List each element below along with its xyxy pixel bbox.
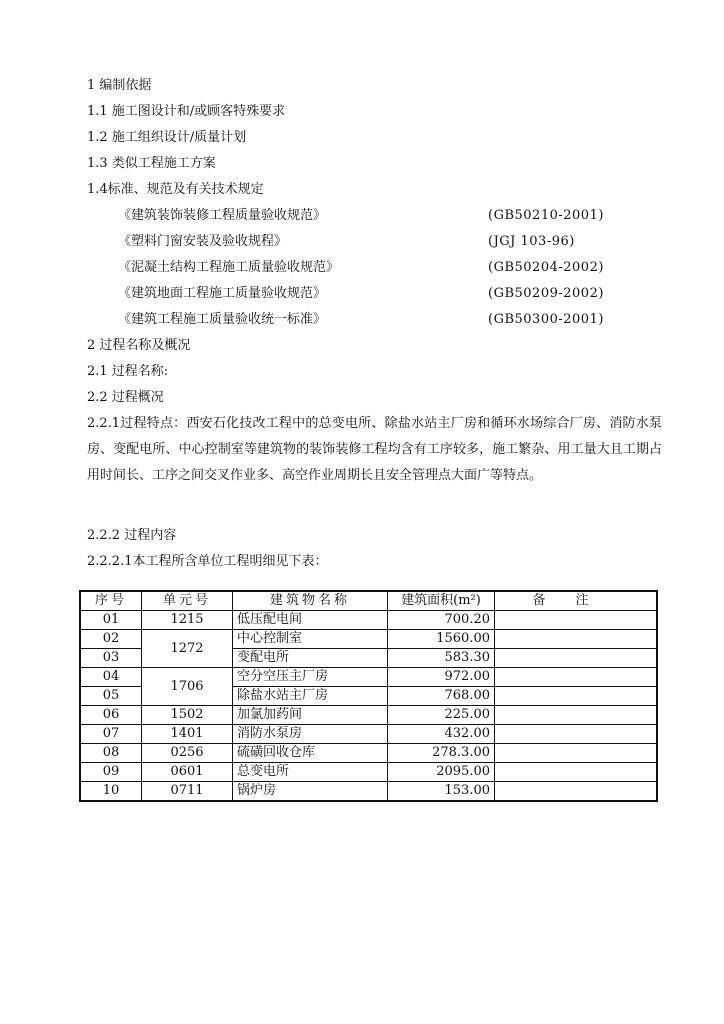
header-no: 序号 xyxy=(80,591,142,611)
table-row xyxy=(80,611,657,630)
cell-no: 07 xyxy=(80,725,142,744)
cell-no: 05 xyxy=(80,687,142,706)
cell-note xyxy=(495,725,658,744)
reference-title: 《塑料门窗安装及验收规程》 xyxy=(118,234,288,249)
table-row xyxy=(80,630,657,649)
cell-note xyxy=(495,744,658,763)
reference-code: (GB50300-2001) xyxy=(488,312,604,327)
cell-unit: 0601 xyxy=(142,763,233,782)
cell-name: 硫磺回收仓库 xyxy=(233,744,388,763)
heading-1-4: 1.4标准、规范及有关技术规定 xyxy=(87,182,264,197)
cell-name: 锅炉房 xyxy=(233,782,388,802)
reference-title: 《泥凝土结构工程施工质量验收规范》 xyxy=(118,260,340,275)
reference-title: 《建筑地面工程施工质量验收规范》 xyxy=(118,286,327,301)
header-area: 建筑面积(m²) xyxy=(388,591,495,611)
table-row xyxy=(80,744,657,763)
cell-name: 变配电所 xyxy=(233,649,388,668)
cell-note xyxy=(495,706,658,725)
cell-area: 278.3.00 xyxy=(388,744,495,763)
cell-unit: 1215 xyxy=(142,611,233,630)
cell-name: 总变电所 xyxy=(233,763,388,782)
cell-no: 01 xyxy=(80,611,142,630)
cell-area: 583.30 xyxy=(388,649,495,668)
paragraph-process-features: 2.2.1过程特点：西安石化技改工程中的总变电所、除盐水站主厂房和循环水场综合厂房、消防水泵房、变配电所、中心控制室等建筑物的装饰装修工程均含有工序较多，施工繁杂、用工量大且工期占用时间长、工序之间交叉作业多、高空作业周期长且安全管理点大面广等特点。 xyxy=(87,416,662,483)
cell-note xyxy=(495,611,658,630)
cell-area: 768.00 xyxy=(388,687,495,706)
cell-no: 08 xyxy=(80,744,142,763)
cell-no: 06 xyxy=(80,706,142,725)
reference-code: (GB50204-2002) xyxy=(488,260,604,275)
reference-code: (GB50210-2001) xyxy=(488,208,604,223)
reference-code: (JGJ 103-96) xyxy=(488,234,575,249)
cell-unit: 0711 xyxy=(142,782,233,802)
table-row xyxy=(80,725,657,744)
cell-note xyxy=(495,782,658,802)
cell-area: 700.20 xyxy=(388,611,495,630)
header-name: 建筑物名称 xyxy=(233,591,388,611)
cell-area: 153.00 xyxy=(388,782,495,802)
reference-code: (GB50209-2002) xyxy=(488,286,604,301)
cell-name: 消防水泵房 xyxy=(233,725,388,744)
heading-2-2: 2.2 过程概况 xyxy=(87,390,164,405)
heading-1: 1 编制依据 xyxy=(87,78,152,93)
table-row xyxy=(80,706,657,725)
reference-title: 《建筑工程施工质量验收统一标准》 xyxy=(118,312,327,327)
cell-unit: 1401 xyxy=(142,725,233,744)
cell-no: 02 xyxy=(80,630,142,649)
cell-note xyxy=(495,687,658,706)
cell-name: 低压配电间 xyxy=(233,611,388,630)
heading-2-2-2-1: 2.2.2.1本工程所含单位工程明细见下表： xyxy=(87,554,328,569)
cell-no: 09 xyxy=(80,763,142,782)
reference-title: 《建筑装饰装修工程质量验收规范》 xyxy=(118,208,327,223)
cell-area: 225.00 xyxy=(388,706,495,725)
cell-note xyxy=(495,668,658,687)
header-unit: 单元号 xyxy=(142,591,233,611)
table-header-row xyxy=(80,591,657,611)
table-row xyxy=(80,782,657,802)
cell-note xyxy=(495,763,658,782)
cell-no: 04 xyxy=(80,668,142,687)
heading-2-1: 2.1 过程名称: xyxy=(87,364,169,379)
header-note: 备注 xyxy=(495,591,658,611)
unit-project-table xyxy=(79,590,658,802)
cell-unit: 0256 xyxy=(142,744,233,763)
heading-1-2: 1.2 施工组织设计/质量计划 xyxy=(87,130,247,145)
cell-no: 03 xyxy=(80,649,142,668)
table-row xyxy=(80,668,657,687)
cell-area: 432.00 xyxy=(388,725,495,744)
heading-1-3: 1.3 类似工程施工方案 xyxy=(87,156,216,171)
table-row xyxy=(80,763,657,782)
cell-unit: 1706 xyxy=(142,668,233,706)
cell-name: 除盐水站主厂房 xyxy=(233,687,388,706)
cell-note xyxy=(495,630,658,649)
cell-name: 加氯加药间 xyxy=(233,706,388,725)
cell-no: 10 xyxy=(80,782,142,802)
cell-name: 中心控制室 xyxy=(233,630,388,649)
cell-unit: 1502 xyxy=(142,706,233,725)
cell-name: 空分空压主厂房 xyxy=(233,668,388,687)
cell-area: 1560.00 xyxy=(388,630,495,649)
cell-area: 2095.00 xyxy=(388,763,495,782)
cell-note xyxy=(495,649,658,668)
cell-unit: 1272 xyxy=(142,630,233,668)
heading-2-2-2: 2.2.2 过程内容 xyxy=(87,528,177,543)
cell-area: 972.00 xyxy=(388,668,495,687)
heading-1-1: 1.1 施工图设计和/或顾客特殊要求 xyxy=(87,104,286,119)
heading-2: 2 过程名称及概况 xyxy=(87,338,191,353)
